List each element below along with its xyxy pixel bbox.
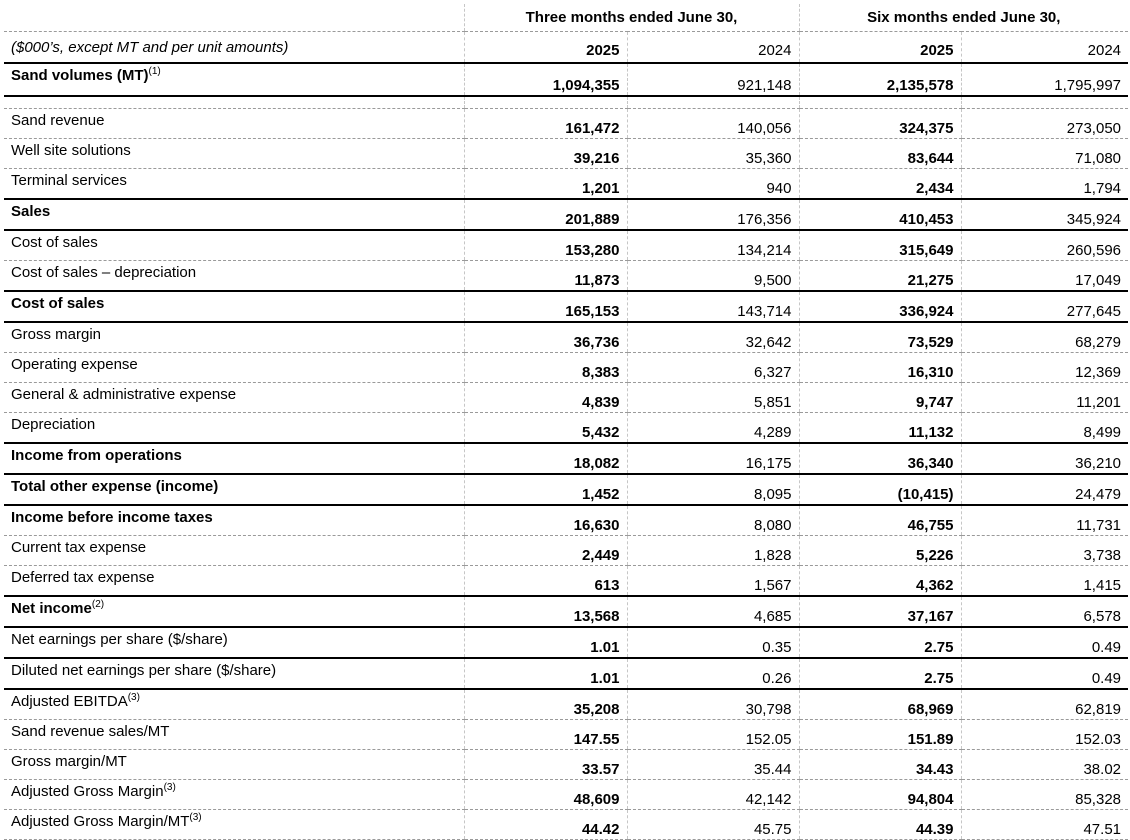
footnote-ref: (3) <box>189 812 202 823</box>
units-note: ($000’s, except MT and per unit amounts) <box>4 32 464 64</box>
table-row <box>4 536 1128 566</box>
value-2025-six: 21,275 <box>799 261 961 292</box>
value-2025-six: 324,375 <box>799 109 961 139</box>
value-2024-six: 1,415 <box>961 566 1128 597</box>
value-2024-six: 11,201 <box>961 383 1128 413</box>
value-2025-three: 13,568 <box>464 596 627 627</box>
table-row <box>4 199 1128 230</box>
row-label-text: Sand revenue sales/MT <box>11 723 170 740</box>
financial-summary-table <box>4 4 1128 840</box>
table-row <box>4 505 1128 536</box>
table-row <box>4 810 1128 840</box>
row-label-text: Gross margin/MT <box>11 753 127 770</box>
table-row <box>4 353 1128 383</box>
value-2025-six: 36,340 <box>799 443 961 474</box>
row-label-text: Sand volumes (MT) <box>11 67 149 84</box>
value-2025-three: 16,630 <box>464 505 627 536</box>
spacer-row <box>4 96 1128 109</box>
spacer-cell <box>799 96 961 109</box>
table-row <box>4 566 1128 597</box>
row-label-text: Well site solutions <box>11 142 131 159</box>
value-2024-six: 0.49 <box>961 627 1128 658</box>
value-2025-three: 11,873 <box>464 261 627 292</box>
table-row <box>4 109 1128 139</box>
row-label-text: Total other expense (income) <box>11 478 219 495</box>
table-row <box>4 780 1128 810</box>
row-label-diluted-net-earnings-per-share-share <box>4 658 464 689</box>
row-label-text: Cost of sales <box>11 234 98 251</box>
table-row <box>4 322 1128 353</box>
value-2025-six: 2.75 <box>799 627 961 658</box>
spacer-cell <box>961 96 1128 109</box>
value-2024-three: 1,828 <box>627 536 799 566</box>
value-2024-three: 30,798 <box>627 689 799 720</box>
value-2025-six: (10,415) <box>799 474 961 505</box>
value-2024-three: 140,056 <box>627 109 799 139</box>
value-2024-three: 5,851 <box>627 383 799 413</box>
value-2024-six: 6,578 <box>961 596 1128 627</box>
value-2024-three: 9,500 <box>627 261 799 292</box>
value-2025-three: 48,609 <box>464 780 627 810</box>
spacer-cell <box>4 96 464 109</box>
col-header-2025-six: 2025 <box>799 32 961 64</box>
row-label-text: Adjusted EBITDA <box>11 693 128 710</box>
value-2024-three: 6,327 <box>627 353 799 383</box>
value-2025-three: 5,432 <box>464 413 627 444</box>
value-2025-three: 1,201 <box>464 169 627 200</box>
value-2024-six: 62,819 <box>961 689 1128 720</box>
row-label-text: Deferred tax expense <box>11 569 155 586</box>
value-2025-three: 613 <box>464 566 627 597</box>
table-row <box>4 689 1128 720</box>
row-label-text: Depreciation <box>11 416 96 433</box>
row-label-sand-revenue-sales-mt <box>4 720 464 750</box>
value-2024-six: 36,210 <box>961 443 1128 474</box>
value-2025-six: 34.43 <box>799 750 961 780</box>
value-2025-three: 36,736 <box>464 322 627 353</box>
row-label-text: Current tax expense <box>11 539 147 556</box>
value-2025-six: 16,310 <box>799 353 961 383</box>
value-2025-three: 2,449 <box>464 536 627 566</box>
value-2024-three: 0.26 <box>627 658 799 689</box>
value-2025-three: 4,839 <box>464 383 627 413</box>
row-label-text: Terminal services <box>11 172 127 189</box>
row-label-text: Gross margin <box>11 326 102 343</box>
row-label-text: Income from operations <box>11 447 182 464</box>
value-2025-three: 44.42 <box>464 810 627 840</box>
value-2024-six: 260,596 <box>961 230 1128 261</box>
value-2025-six: 315,649 <box>799 230 961 261</box>
value-2025-three: 153,280 <box>464 230 627 261</box>
row-label-sales <box>4 199 464 230</box>
value-2024-three: 152.05 <box>627 720 799 750</box>
value-2024-three: 134,214 <box>627 230 799 261</box>
value-2025-six: 4,362 <box>799 566 961 597</box>
spacer-cell <box>627 96 799 109</box>
value-2025-six: 151.89 <box>799 720 961 750</box>
row-label-net-income <box>4 596 464 627</box>
table-row <box>4 627 1128 658</box>
row-label-well-site-solutions <box>4 139 464 169</box>
value-2025-three: 1,094,355 <box>464 63 627 96</box>
value-2025-three: 161,472 <box>464 109 627 139</box>
value-2024-six: 8,499 <box>961 413 1128 444</box>
row-label-text: Net earnings per share ($/share) <box>11 631 228 648</box>
value-2024-three: 4,289 <box>627 413 799 444</box>
value-2024-three: 1,567 <box>627 566 799 597</box>
table-row <box>4 169 1128 200</box>
value-2025-three: 1,452 <box>464 474 627 505</box>
table-row <box>4 383 1128 413</box>
value-2025-three: 33.57 <box>464 750 627 780</box>
row-label-operating-expense <box>4 353 464 383</box>
value-2024-three: 35,360 <box>627 139 799 169</box>
row-label-cost-of-sales <box>4 230 464 261</box>
value-2025-six: 336,924 <box>799 291 961 322</box>
header-blank-cell <box>4 4 464 32</box>
table-row <box>4 413 1128 444</box>
value-2024-six: 0.49 <box>961 658 1128 689</box>
row-label-adjusted-gross-margin <box>4 780 464 810</box>
value-2025-six: 46,755 <box>799 505 961 536</box>
value-2024-six: 71,080 <box>961 139 1128 169</box>
value-2025-three: 201,889 <box>464 199 627 230</box>
value-2025-three: 165,153 <box>464 291 627 322</box>
col-header-2025-three: 2025 <box>464 32 627 64</box>
value-2024-six: 1,794 <box>961 169 1128 200</box>
table-row <box>4 63 1128 96</box>
value-2024-six: 152.03 <box>961 720 1128 750</box>
row-label-current-tax-expense <box>4 536 464 566</box>
row-label-total-other-expense-income <box>4 474 464 505</box>
table-row <box>4 658 1128 689</box>
row-label-text: Diluted net earnings per share ($/share) <box>11 662 277 679</box>
row-label-gross-margin <box>4 322 464 353</box>
value-2025-six: 68,969 <box>799 689 961 720</box>
row-label-text: General & administrative expense <box>11 386 237 403</box>
spacer-cell <box>464 96 627 109</box>
value-2024-six: 3,738 <box>961 536 1128 566</box>
value-2024-six: 85,328 <box>961 780 1128 810</box>
row-label-income-before-income-taxes <box>4 505 464 536</box>
value-2024-three: 921,148 <box>627 63 799 96</box>
row-label-cost-of-sales <box>4 291 464 322</box>
value-2025-six: 44.39 <box>799 810 961 840</box>
row-label-text: Sales <box>11 203 51 220</box>
value-2024-six: 38.02 <box>961 750 1128 780</box>
table-row <box>4 596 1128 627</box>
table-row <box>4 443 1128 474</box>
row-label-text: Net income <box>11 600 92 617</box>
value-2025-three: 39,216 <box>464 139 627 169</box>
value-2024-three: 42,142 <box>627 780 799 810</box>
value-2024-six: 277,645 <box>961 291 1128 322</box>
table-row <box>4 139 1128 169</box>
row-label-sand-volumes-mt <box>4 63 464 96</box>
value-2025-three: 1.01 <box>464 658 627 689</box>
row-label-gross-margin-mt <box>4 750 464 780</box>
footnote-ref: (2) <box>91 599 105 610</box>
table-row <box>4 261 1128 292</box>
value-2025-six: 11,132 <box>799 413 961 444</box>
value-2025-six: 2,434 <box>799 169 961 200</box>
three-months-header: Three months ended June 30, <box>464 4 799 32</box>
value-2024-six: 68,279 <box>961 322 1128 353</box>
value-2024-three: 4,685 <box>627 596 799 627</box>
value-2024-three: 16,175 <box>627 443 799 474</box>
value-2024-six: 17,049 <box>961 261 1128 292</box>
table-row <box>4 750 1128 780</box>
value-2024-three: 940 <box>627 169 799 200</box>
footnote-ref: (3) <box>163 782 176 793</box>
value-2024-six: 24,479 <box>961 474 1128 505</box>
row-label-depreciation <box>4 413 464 444</box>
row-label-text: Sand revenue <box>11 112 105 129</box>
value-2025-three: 147.55 <box>464 720 627 750</box>
row-label-adjusted-ebitda <box>4 689 464 720</box>
value-2024-three: 143,714 <box>627 291 799 322</box>
table-row <box>4 230 1128 261</box>
value-2025-six: 2.75 <box>799 658 961 689</box>
value-2024-six: 273,050 <box>961 109 1128 139</box>
row-label-text: Operating expense <box>11 356 138 373</box>
value-2025-three: 18,082 <box>464 443 627 474</box>
col-header-2024-three: 2024 <box>627 32 799 64</box>
period-header-row <box>4 4 1128 32</box>
value-2024-three: 8,080 <box>627 505 799 536</box>
value-2025-three: 1.01 <box>464 627 627 658</box>
value-2025-six: 37,167 <box>799 596 961 627</box>
value-2025-six: 83,644 <box>799 139 961 169</box>
value-2024-six: 345,924 <box>961 199 1128 230</box>
value-2024-three: 8,095 <box>627 474 799 505</box>
value-2024-three: 45.75 <box>627 810 799 840</box>
row-label-cost-of-sales-depreciation <box>4 261 464 292</box>
six-months-header: Six months ended June 30, <box>799 4 1128 32</box>
table-row <box>4 291 1128 322</box>
value-2025-six: 94,804 <box>799 780 961 810</box>
value-2024-six: 1,795,997 <box>961 63 1128 96</box>
row-label-text: Cost of sales – depreciation <box>11 264 197 281</box>
value-2025-three: 35,208 <box>464 689 627 720</box>
row-label-text: Adjusted Gross Margin/MT <box>11 813 190 830</box>
row-label-text: Cost of sales <box>11 295 105 312</box>
value-2025-six: 9,747 <box>799 383 961 413</box>
table-row <box>4 474 1128 505</box>
row-label-text: Income before income taxes <box>11 509 213 526</box>
value-2025-six: 73,529 <box>799 322 961 353</box>
value-2024-six: 12,369 <box>961 353 1128 383</box>
footnote-ref: (1) <box>148 66 161 77</box>
row-label-income-from-operations <box>4 443 464 474</box>
row-label-adjusted-gross-margin-mt <box>4 810 464 840</box>
row-label-text: Adjusted Gross Margin <box>11 783 164 800</box>
row-label-terminal-services <box>4 169 464 200</box>
value-2024-three: 32,642 <box>627 322 799 353</box>
value-2024-three: 35.44 <box>627 750 799 780</box>
value-2025-six: 2,135,578 <box>799 63 961 96</box>
table-row <box>4 720 1128 750</box>
value-2024-six: 47.51 <box>961 810 1128 840</box>
row-label-net-earnings-per-share-share <box>4 627 464 658</box>
value-2025-six: 5,226 <box>799 536 961 566</box>
value-2025-six: 410,453 <box>799 199 961 230</box>
value-2024-six: 11,731 <box>961 505 1128 536</box>
row-label-general-administrative-expense <box>4 383 464 413</box>
value-2024-three: 176,356 <box>627 199 799 230</box>
row-label-sand-revenue <box>4 109 464 139</box>
col-header-2024-six: 2024 <box>961 32 1128 64</box>
year-header-row <box>4 32 1128 64</box>
row-label-deferred-tax-expense <box>4 566 464 597</box>
value-2025-three: 8,383 <box>464 353 627 383</box>
footnote-ref: (3) <box>127 692 140 703</box>
value-2024-three: 0.35 <box>627 627 799 658</box>
